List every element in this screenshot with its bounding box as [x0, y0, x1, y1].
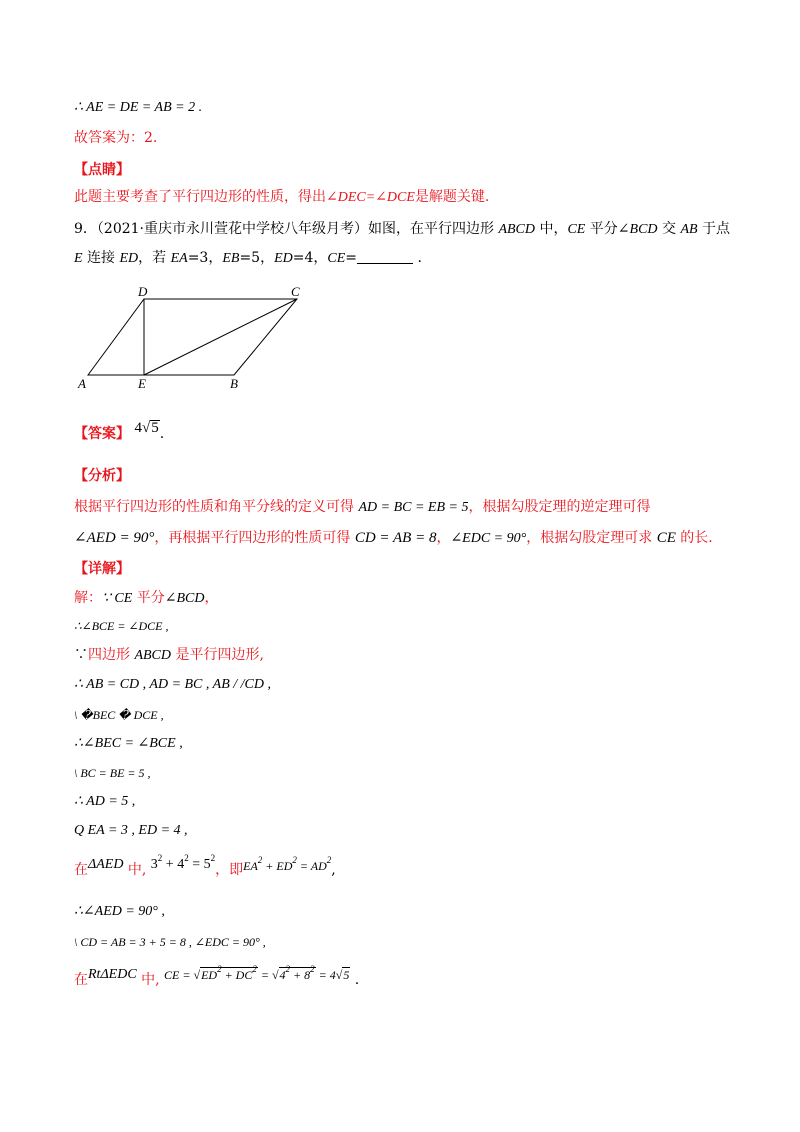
remark-label: 【点睛】	[74, 162, 130, 178]
d-sup: 2	[217, 964, 222, 974]
segment-ce	[144, 299, 297, 375]
d-text: ,	[331, 862, 336, 878]
d-sup: 2	[310, 964, 315, 974]
answer-radicand: 5	[151, 420, 159, 436]
d-sup: 2	[257, 855, 263, 865]
d-sup: 2	[184, 853, 189, 863]
an-text: 根据平行四边形的性质和角平分线的定义可得	[74, 499, 359, 515]
d-text: ，	[204, 590, 219, 606]
label-b: B	[230, 376, 238, 391]
detail-line-13	[74, 964, 360, 991]
ce-sqrt-2	[279, 964, 316, 982]
an-text: ，再根据平行四边形的性质可得	[154, 530, 355, 546]
d-math: ∵ CE	[102, 591, 133, 606]
detail-line-10	[74, 853, 336, 881]
detail-line-8: ∴ AD = 5 ,	[74, 794, 136, 809]
an-text: ，	[436, 530, 451, 546]
detail-line-3	[74, 645, 264, 666]
d-math: 3	[150, 857, 158, 872]
q-math: ED	[274, 251, 293, 266]
detail-line-9: Q EA = 3 , ED = 4 ,	[74, 823, 188, 838]
q-text: 如图，在平行四边形	[368, 221, 499, 237]
d-math: = 5	[188, 857, 211, 872]
an-text: ，根据勾股定理的逆定理可得	[468, 499, 651, 515]
d-math: CE =	[164, 968, 194, 982]
detail-line-11: ∴∠AED = 90° ,	[74, 904, 165, 919]
q-text: 连接	[82, 250, 120, 266]
parallelogram-figure	[70, 282, 320, 394]
an-text: ，根据勾股定理可求	[526, 530, 657, 546]
d-math: = 4	[315, 968, 336, 982]
answer-summary: 故答案为：2.	[74, 130, 158, 146]
d-sup: 2	[292, 855, 297, 865]
an-math: ∠EDC = 90°	[450, 531, 527, 546]
question-line-2	[74, 248, 422, 269]
pythagoras-numeric	[150, 853, 216, 872]
d-math: ΔAED	[88, 857, 124, 872]
question-line-1	[74, 219, 730, 240]
d-text: 在	[74, 972, 88, 988]
q-text: .	[413, 250, 422, 266]
q-math: CE	[567, 222, 586, 237]
remark-text-b: ∠DEC=∠DCE	[326, 190, 415, 205]
an-math: CD = AB = 8	[354, 530, 437, 546]
d-text: 在	[74, 862, 88, 878]
d-math: ABCD	[134, 648, 172, 663]
d-sup: 2	[285, 964, 291, 974]
q-math: EA	[170, 251, 188, 266]
q-math: CE	[327, 251, 346, 266]
d-sup: 2	[210, 853, 216, 863]
d-sup: 2	[252, 964, 257, 974]
q-math: EB	[222, 251, 240, 266]
d-math: + 8	[290, 968, 311, 982]
d-math: = AD	[296, 859, 327, 873]
q-math: ED	[119, 251, 139, 266]
an-math: CE	[656, 530, 676, 546]
answer-end: .	[159, 426, 165, 442]
ce-sqrt-3: 5	[343, 968, 350, 982]
q-text: =3，	[187, 250, 223, 266]
question-number: 9．	[74, 221, 97, 237]
q-text: =	[345, 250, 358, 266]
answer-line	[74, 420, 165, 444]
d-math: ∠BCD	[164, 591, 205, 606]
ce-computation: CE = $√ED^2 + DC^2 = √4^2 + 8^2 = 4√5$	[164, 964, 350, 982]
d-math: + DC	[221, 968, 253, 982]
d-math: =	[257, 968, 272, 982]
d-math: 4	[279, 968, 286, 982]
q-math: AB	[680, 222, 698, 237]
d-text: ∵	[74, 647, 88, 663]
analysis-line-2	[74, 528, 713, 549]
answer-label: 【答案】	[74, 426, 130, 442]
answer-coef: 4	[134, 420, 142, 436]
d-math: + ED	[262, 859, 293, 873]
label-c: C	[291, 284, 300, 299]
detail-label: 【详解】	[74, 561, 130, 577]
pythagoras-symbolic	[243, 855, 332, 873]
detail-line-4: ∴ AB = CD , AD = BC , AB / /CD ,	[74, 677, 271, 692]
label-d: D	[138, 284, 148, 299]
remark-text-a: 此题主要考查了平行四边形的性质，得出	[74, 189, 326, 205]
q-math: ABCD	[498, 222, 536, 237]
question-source: （2021·重庆市永川萱花中学校八年级月考）	[96, 221, 368, 237]
detail-line-1	[74, 588, 218, 609]
d-text: 中,	[123, 862, 147, 878]
q-text: =5，	[239, 250, 275, 266]
d-sup: 2	[326, 855, 332, 865]
ce-sqrt-1	[200, 964, 258, 982]
q-math: E	[74, 251, 83, 266]
d-sup: 2	[157, 853, 163, 863]
q-text: ，若	[138, 250, 171, 266]
remark-text	[74, 187, 489, 208]
d-text: 中,	[136, 972, 160, 988]
label-e: E	[138, 376, 146, 391]
answer-value: 4√5	[134, 420, 159, 436]
d-text: 四边形	[88, 647, 135, 663]
d-math: + 4	[162, 857, 185, 872]
d-text: 是平行四边形,	[171, 647, 264, 663]
label-a: A	[78, 376, 86, 391]
conclusion-line: ∴ AE = DE = AB = 2 .	[74, 100, 203, 115]
detail-line-2: ∴∠BCE = ∠DCE ,	[74, 619, 169, 633]
q-text: 平分∠	[585, 221, 630, 237]
remark-text-c: 是解题关键.	[414, 189, 490, 205]
an-text: 的长.	[675, 530, 713, 546]
d-math: RtΔEDC	[88, 967, 137, 982]
analysis-line-1	[74, 497, 650, 518]
detail-line-5: \ �BEC � DCE ,	[74, 708, 164, 722]
answer-blank	[357, 249, 413, 264]
d-text: .	[350, 972, 360, 988]
detail-line-6: ∴∠BEC = ∠BCE ,	[74, 736, 183, 751]
q-text: 于点	[697, 221, 731, 237]
d-text: 平分	[132, 590, 165, 606]
analysis-label: 【分析】	[74, 468, 130, 484]
d-math: EA	[243, 859, 258, 873]
q-math: BCD	[629, 222, 658, 237]
d-text: ，即	[215, 862, 244, 878]
parallelogram-abcd	[88, 299, 297, 375]
q-text: =4，	[292, 250, 328, 266]
detail-line-7: \ BC = BE = 5 ,	[74, 766, 151, 780]
an-math: AD = BC = EB = 5	[358, 500, 469, 515]
d-text: 解：	[74, 590, 102, 606]
an-math: ∠AED = 90°	[74, 530, 155, 546]
q-text: 交	[657, 221, 681, 237]
detail-line-12: \ CD = AB = 3 + 5 = 8 , ∠EDC = 90° ,	[74, 935, 266, 949]
d-math: ED	[201, 968, 218, 982]
q-text: 中，	[535, 221, 568, 237]
